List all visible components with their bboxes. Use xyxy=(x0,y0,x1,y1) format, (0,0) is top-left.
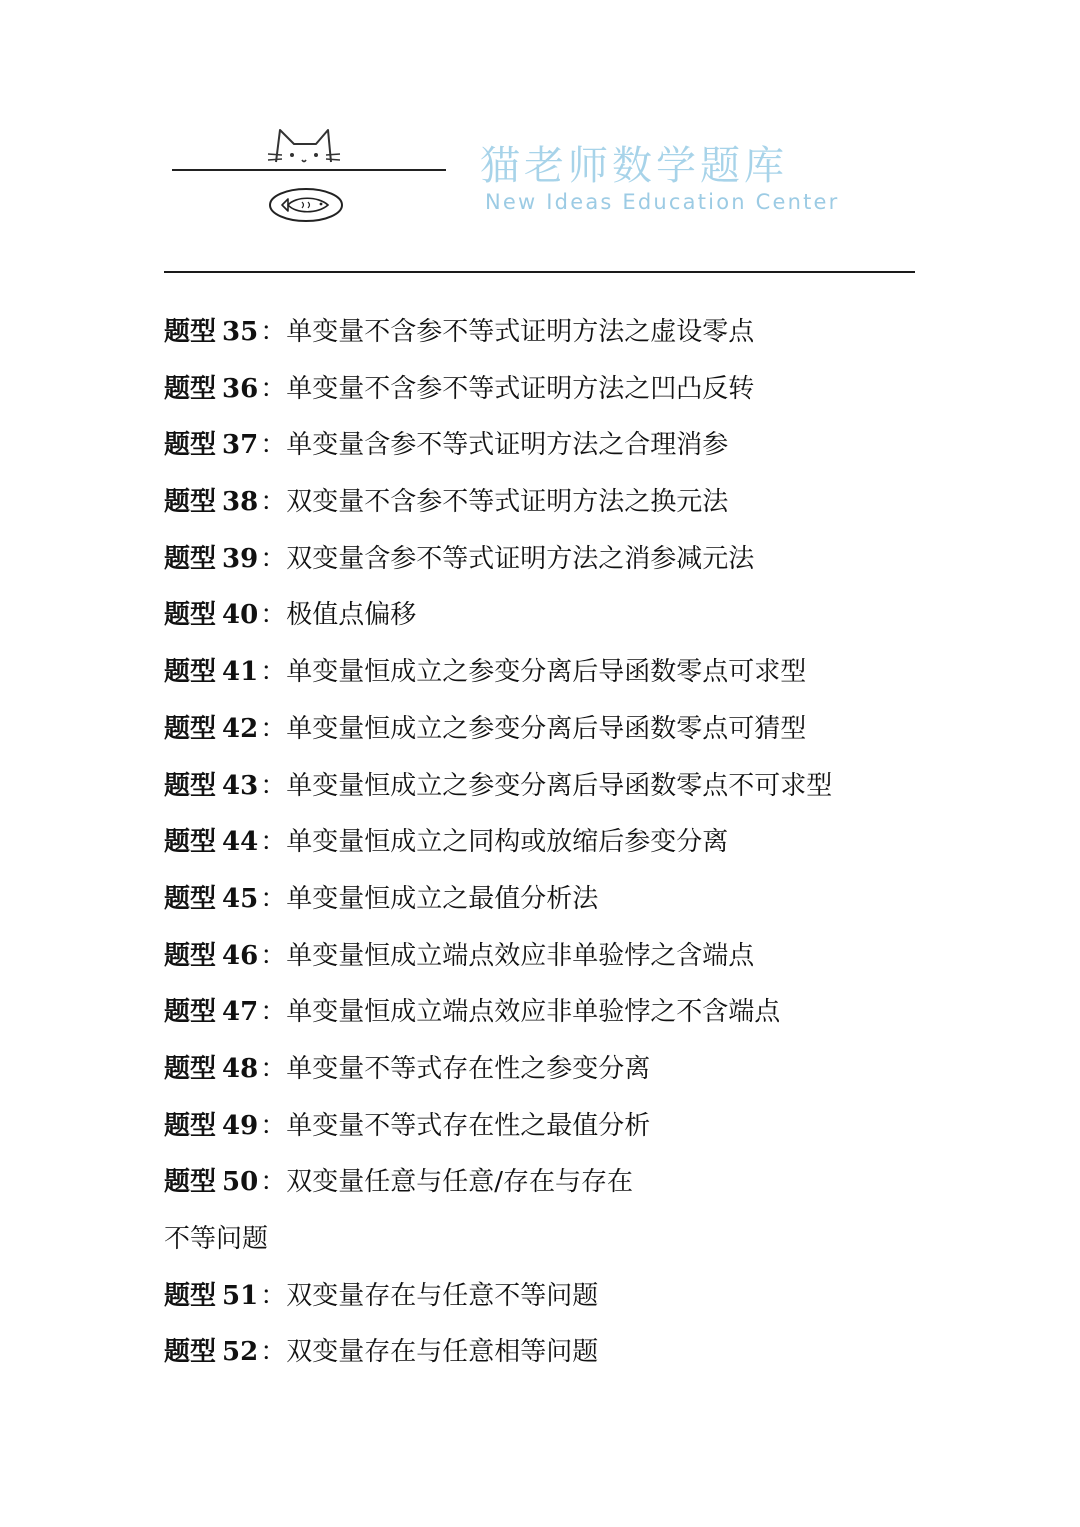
toc-item-number: 36 xyxy=(222,373,259,404)
toc-item-separator: ： xyxy=(260,543,287,574)
toc-item-prefix: 题型 xyxy=(164,770,217,801)
toc-item-prefix: 题型 xyxy=(164,600,217,631)
toc-item xyxy=(164,928,964,985)
toc-item-number: 47 xyxy=(222,997,259,1028)
toc-item-title: 极值点偏移 xyxy=(286,600,417,631)
toc-item-separator: ： xyxy=(260,713,287,744)
toc-item-title: 单变量恒成立端点效应非单验悖之含端点 xyxy=(286,940,755,971)
toc-item-number: 44 xyxy=(222,827,259,858)
toc-item-prefix: 题型 xyxy=(164,1280,217,1311)
toc-item-number: 41 xyxy=(222,657,259,688)
toc-item-number: 40 xyxy=(222,600,259,631)
toc-item-number: 48 xyxy=(222,1053,259,1084)
toc-item-prefix: 题型 xyxy=(164,1053,217,1084)
toc-item-prefix: 题型 xyxy=(164,317,217,347)
toc-item xyxy=(164,1098,964,1155)
toc-item-title: 单变量含参不等式证明方法之合理消参 xyxy=(286,430,729,461)
toc-item-prefix: 题型 xyxy=(164,997,217,1028)
toc-item xyxy=(164,814,964,871)
toc-item-title: 双变量存在与任意不等问题 xyxy=(286,1280,599,1311)
toc-item-prefix: 题型 xyxy=(164,543,217,574)
toc-item-separator: ： xyxy=(260,657,287,688)
toc-item-title: 单变量不等式存在性之最值分析 xyxy=(286,1110,651,1141)
toc-item-separator: ： xyxy=(260,373,287,404)
toc-item-title: 单变量恒成立之参变分离后导函数零点可求型 xyxy=(286,657,807,688)
toc-item xyxy=(164,361,964,418)
toc-item-title: 单变量不等式存在性之参变分离 xyxy=(286,1053,651,1084)
toc-item-title: 单变量恒成立之参变分离后导函数零点可猜型 xyxy=(286,713,807,744)
toc-item-separator: ： xyxy=(260,997,287,1028)
toc-item xyxy=(164,644,964,701)
toc-item-prefix: 题型 xyxy=(164,430,217,461)
toc-item-number: 43 xyxy=(222,770,259,801)
header-divider xyxy=(164,271,915,273)
toc-item xyxy=(164,984,964,1041)
toc-item-title: 单变量不含参不等式证明方法之凹凸反转 xyxy=(286,373,755,404)
toc-item-separator: ： xyxy=(260,1337,287,1368)
page-header xyxy=(0,0,1080,280)
toc-item xyxy=(164,1041,964,1098)
toc-item-separator: ： xyxy=(260,1110,287,1141)
toc-item-separator: ： xyxy=(260,317,287,347)
toc-item xyxy=(164,701,964,758)
toc-item xyxy=(164,1211,964,1268)
toc-item-prefix: 题型 xyxy=(164,1167,217,1198)
toc-item-number: 46 xyxy=(222,940,259,971)
toc-item-prefix: 题型 xyxy=(164,1110,217,1141)
toc-item xyxy=(164,587,964,644)
toc-item-separator: ： xyxy=(260,430,287,461)
toc-item-prefix: 题型 xyxy=(164,1337,217,1368)
toc-item-number: 42 xyxy=(222,713,259,744)
toc-list xyxy=(164,304,964,1381)
toc-item-separator: ： xyxy=(260,770,287,801)
toc-item-title: 双变量含参不等式证明方法之消参减元法 xyxy=(286,543,755,574)
toc-item-title: 单变量不含参不等式证明方法之虚设零点 xyxy=(286,317,755,347)
toc-item-number: 35 xyxy=(222,317,259,347)
toc-item-separator: ： xyxy=(260,600,287,631)
toc-item-separator: ： xyxy=(260,487,287,518)
toc-item-prefix: 题型 xyxy=(164,373,217,404)
toc-item-number: 51 xyxy=(222,1280,259,1311)
toc-item-separator: ： xyxy=(260,1053,287,1084)
toc-item-title: 单变量恒成立端点效应非单验悖之不含端点 xyxy=(286,997,781,1028)
toc-item xyxy=(164,1154,964,1211)
toc-item-title: 不等问题 xyxy=(164,1224,269,1254)
toc-item-title: 双变量不含参不等式证明方法之换元法 xyxy=(286,487,729,518)
toc-item xyxy=(164,758,964,815)
toc-item-prefix: 题型 xyxy=(164,713,217,744)
toc-item-prefix: 题型 xyxy=(164,883,217,914)
toc-item xyxy=(164,474,964,531)
toc-item-separator: ： xyxy=(260,1167,287,1198)
toc-item-prefix: 题型 xyxy=(164,657,217,688)
toc-item xyxy=(164,304,964,361)
toc-item-number: 37 xyxy=(222,430,259,461)
brand-name-en: New Ideas Education Center xyxy=(485,190,840,214)
toc-item-number: 50 xyxy=(222,1167,259,1198)
toc-item-number: 39 xyxy=(222,543,259,574)
toc-item xyxy=(164,1268,964,1325)
toc-item-number: 38 xyxy=(222,487,259,518)
toc-item-number: 52 xyxy=(222,1337,259,1368)
toc-item-separator: ： xyxy=(260,827,287,858)
toc-item-separator: ： xyxy=(260,940,287,971)
toc-item xyxy=(164,871,964,928)
toc-item-prefix: 题型 xyxy=(164,827,217,858)
brand-name-cn: 猫老师数学题库 xyxy=(480,143,788,189)
toc-item-title: 双变量任意与任意/存在与存在 xyxy=(286,1167,633,1198)
toc-item-prefix: 题型 xyxy=(164,940,217,971)
toc-item xyxy=(164,1324,964,1381)
toc-item-title: 单变量恒成立之参变分离后导函数零点不可求型 xyxy=(286,770,833,801)
toc-item-separator: ： xyxy=(260,1280,287,1311)
toc-item-number: 45 xyxy=(222,883,259,914)
toc-item-title: 双变量存在与任意相等问题 xyxy=(286,1337,599,1368)
toc-item-title: 单变量恒成立之最值分析法 xyxy=(286,883,599,914)
toc-item xyxy=(164,417,964,474)
toc-item-title: 单变量恒成立之同构或放缩后参变分离 xyxy=(286,827,729,858)
toc-item-number: 49 xyxy=(222,1110,259,1141)
toc-item-separator: ： xyxy=(260,883,287,914)
toc-item xyxy=(164,531,964,588)
cat-fish-logo-icon xyxy=(168,118,458,228)
toc-item-prefix: 题型 xyxy=(164,487,217,518)
